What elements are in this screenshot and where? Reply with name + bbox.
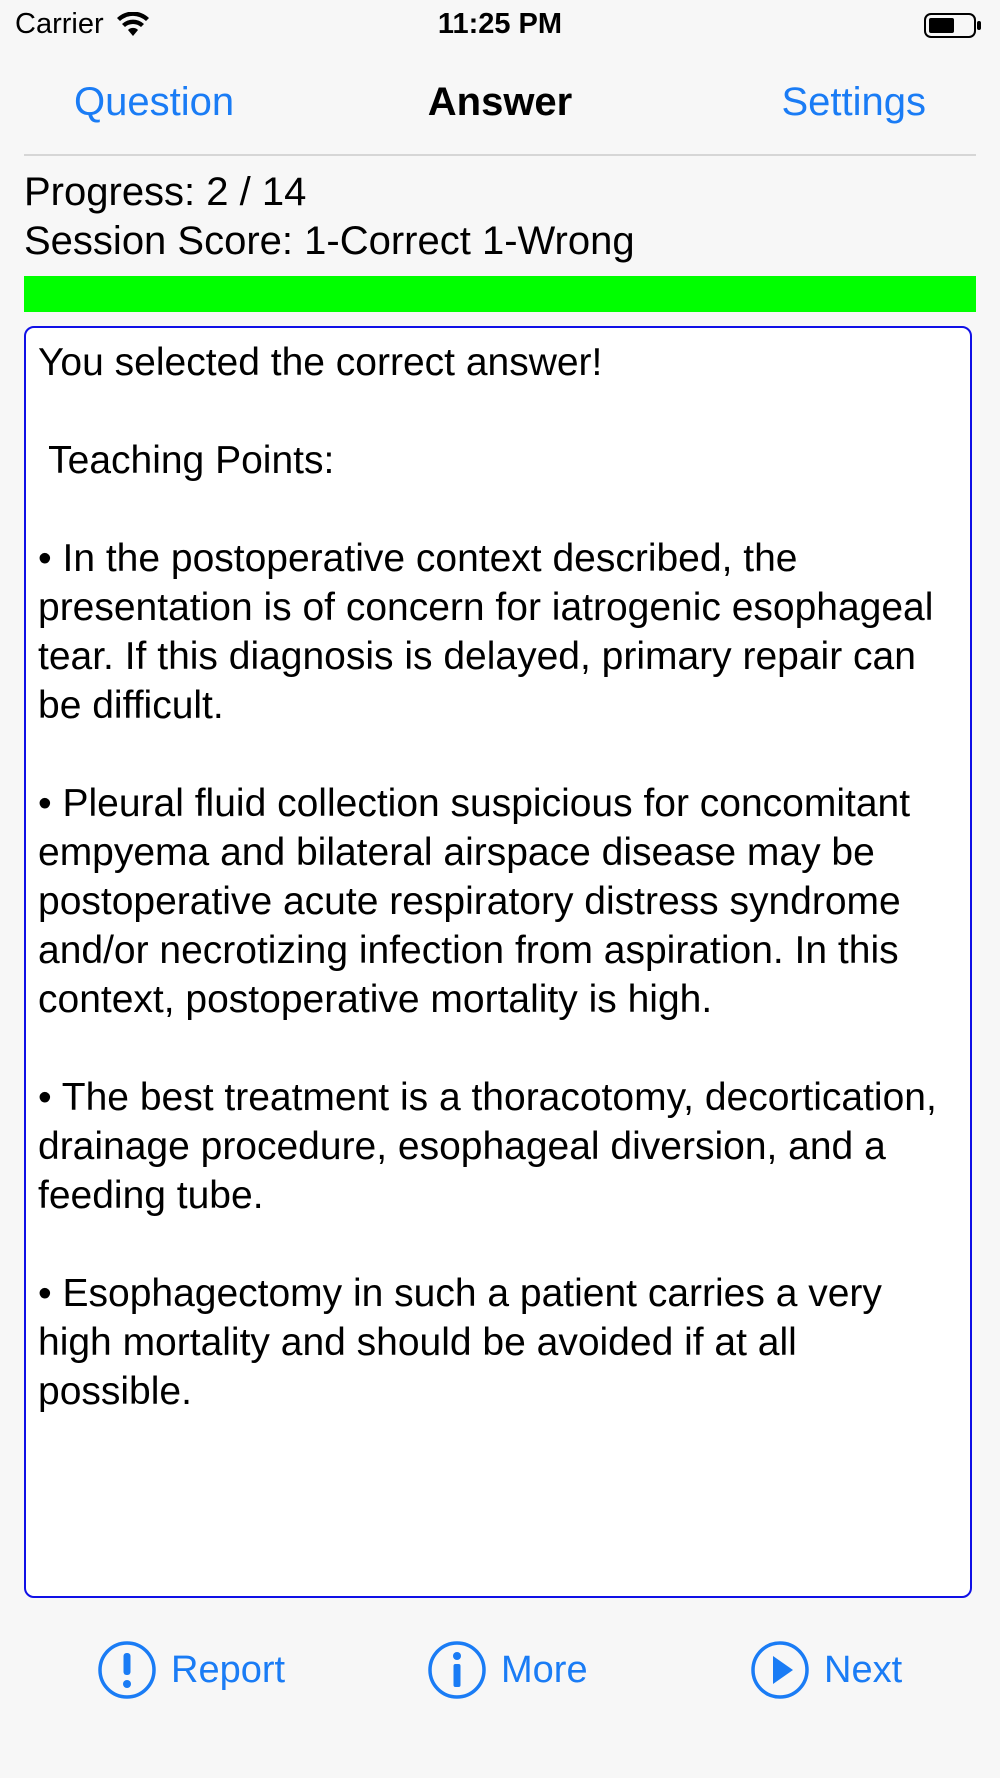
carrier-label: Carrier xyxy=(15,8,104,40)
navigation-bar xyxy=(24,50,976,156)
result-message: You selected the correct answer! xyxy=(38,341,603,384)
teaching-points-header: Teaching Points: xyxy=(38,439,335,482)
progress-bar-fill xyxy=(24,276,976,312)
teaching-point: • In the postoperative context described, the presentation is of concern for iatrogenic esophageal tear. If this diagnosis is delayed, primary repair can be difficult. xyxy=(38,537,934,727)
progress-section xyxy=(24,168,635,266)
answer-text-box[interactable] xyxy=(24,326,972,1598)
play-circle-icon xyxy=(750,1640,810,1700)
settings-tab[interactable]: Settings xyxy=(781,80,926,124)
status-bar xyxy=(0,0,1000,50)
next-button[interactable] xyxy=(750,1640,902,1700)
clock: 11:25 PM xyxy=(437,8,563,40)
teaching-point: • Pleural fluid collection suspicious for concomitant empyema and bilateral airspace disease may be postoperative acute respiratory distress syndrome and/or necrotizing infection from aspiration. In this context, postoperative mortality is high. xyxy=(38,782,911,1021)
more-button[interactable] xyxy=(427,1640,588,1700)
exclamation-circle-icon xyxy=(97,1640,157,1700)
report-label: Report xyxy=(171,1648,286,1691)
progress-bar xyxy=(24,276,976,312)
teaching-point: • The best treatment is a thoracotomy, decortication, drainage procedure, esophageal diversion, and a feeding tube. xyxy=(38,1076,937,1217)
battery-icon xyxy=(924,13,982,38)
question-tab[interactable]: Question xyxy=(74,80,235,124)
page-title: Answer xyxy=(427,80,573,124)
session-score: Session Score: 1-Correct 1-Wrong xyxy=(24,219,635,263)
report-button[interactable] xyxy=(97,1640,285,1700)
next-label: Next xyxy=(824,1648,903,1691)
info-circle-icon xyxy=(427,1640,487,1700)
progress-label: Progress: 2 / 14 xyxy=(24,170,307,214)
teaching-point: • Esophagectomy in such a patient carries a very high mortality and should be avoided if at all possible. xyxy=(38,1272,882,1413)
more-label: More xyxy=(501,1648,588,1691)
bottom-toolbar xyxy=(0,1640,1000,1730)
